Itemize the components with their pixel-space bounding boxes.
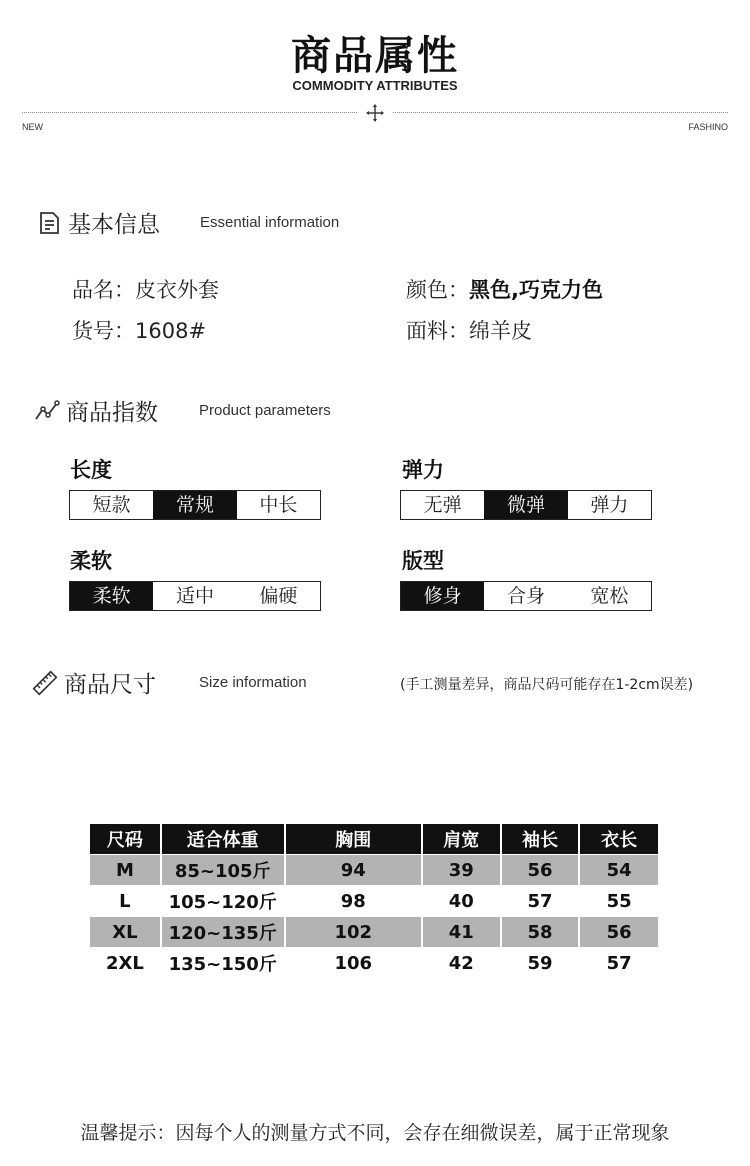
elasticity-scale bbox=[400, 490, 652, 520]
table-cell: 41 bbox=[423, 917, 500, 947]
page-title: 商品属性 bbox=[291, 33, 459, 79]
softness-option: 偏硬 bbox=[259, 585, 298, 607]
column-header: 肩宽 bbox=[423, 824, 500, 854]
table-cell: 55 bbox=[606, 890, 632, 912]
length-option: 短款 bbox=[92, 494, 131, 516]
crosshair-icon bbox=[366, 104, 384, 122]
table-cell: 98 bbox=[340, 890, 366, 912]
column-header: 袖长 bbox=[502, 824, 579, 854]
table-cell: 40 bbox=[448, 890, 474, 912]
length-scale bbox=[69, 490, 321, 520]
table-header-row bbox=[90, 824, 658, 854]
fabric-value: 绵羊皮 bbox=[469, 319, 532, 343]
table-cell: XL bbox=[90, 917, 160, 947]
table-cell: 57 bbox=[606, 952, 632, 974]
color-label: 颜色： bbox=[406, 278, 469, 302]
table-cell: 85~105斤 bbox=[162, 855, 284, 885]
fit-option: 修身 bbox=[401, 582, 484, 610]
divider-right bbox=[393, 112, 728, 113]
footer-tip: 温馨提示：因每个人的测量方式不同，会存在细微误差，属于正常现象 bbox=[80, 1122, 670, 1144]
section-title-en: Size information bbox=[199, 674, 307, 691]
sku-row bbox=[72, 315, 206, 345]
params-heading bbox=[34, 394, 158, 427]
size-heading bbox=[32, 666, 156, 699]
document-icon bbox=[36, 210, 62, 236]
table-cell: L bbox=[119, 890, 131, 912]
basic-info-heading bbox=[36, 206, 160, 239]
ruler-icon bbox=[32, 670, 58, 696]
table-cell: 2XL bbox=[105, 952, 144, 974]
table-cell: 135~150斤 bbox=[168, 954, 277, 975]
corner-tag-right: FASHINO bbox=[688, 122, 728, 132]
section-title-en: Essential information bbox=[200, 214, 340, 231]
page-subtitle: COMMODITY ATTRIBUTES bbox=[292, 78, 458, 93]
sku-value: 1608# bbox=[135, 319, 207, 343]
fabric-label: 面料： bbox=[406, 319, 469, 343]
size-table bbox=[88, 823, 660, 979]
table-row bbox=[90, 886, 658, 916]
elasticity-option: 微弹 bbox=[484, 491, 567, 519]
size-note: (手工测量差异，商品尺码可能存在1-2cm误差) bbox=[400, 677, 694, 693]
elasticity-option: 无弹 bbox=[423, 494, 462, 516]
table-row bbox=[90, 855, 658, 885]
table-cell: 120~135斤 bbox=[162, 917, 284, 947]
length-label: 长度 bbox=[70, 458, 112, 482]
product-name-label: 品名： bbox=[72, 278, 135, 302]
product-name-value: 皮衣外套 bbox=[135, 278, 219, 302]
sku-label: 货号： bbox=[72, 319, 135, 343]
fit-label: 版型 bbox=[402, 549, 444, 573]
section-title-cn: 商品尺寸 bbox=[64, 672, 156, 698]
length-option: 中长 bbox=[259, 494, 298, 516]
fit-option: 宽松 bbox=[590, 585, 629, 607]
color-row bbox=[406, 274, 603, 304]
product-name-row bbox=[72, 274, 219, 304]
fabric-row bbox=[406, 315, 532, 345]
divider-left bbox=[22, 112, 357, 113]
table-cell: 42 bbox=[448, 952, 474, 974]
table-cell: 54 bbox=[580, 855, 658, 885]
table-cell: 56 bbox=[580, 917, 658, 947]
table-cell: 102 bbox=[286, 917, 421, 947]
table-cell: 58 bbox=[502, 917, 579, 947]
table-cell: 56 bbox=[502, 855, 579, 885]
fit-scale bbox=[400, 581, 652, 611]
table-row bbox=[90, 917, 658, 947]
table-row bbox=[90, 948, 658, 978]
softness-label: 柔软 bbox=[70, 549, 112, 573]
fit-option: 合身 bbox=[506, 585, 545, 607]
column-header: 衣长 bbox=[580, 824, 658, 854]
softness-option: 适中 bbox=[175, 585, 214, 607]
table-cell: 59 bbox=[527, 952, 553, 974]
column-header: 尺码 bbox=[90, 824, 160, 854]
color-value: 黑色,巧克力色 bbox=[469, 278, 603, 302]
table-cell: M bbox=[90, 855, 160, 885]
table-cell: 39 bbox=[423, 855, 500, 885]
length-option: 常规 bbox=[153, 491, 236, 519]
table-cell: 106 bbox=[334, 952, 373, 974]
table-cell: 94 bbox=[286, 855, 421, 885]
table-cell: 57 bbox=[527, 890, 553, 912]
column-header: 适合体重 bbox=[162, 824, 284, 854]
softness-option: 柔软 bbox=[70, 582, 153, 610]
section-title-en: Product parameters bbox=[199, 402, 331, 419]
trend-line-icon bbox=[34, 398, 60, 424]
column-header: 胸围 bbox=[286, 824, 421, 854]
elasticity-label: 弹力 bbox=[402, 458, 444, 482]
table-cell: 105~120斤 bbox=[168, 892, 277, 913]
corner-tag-left: NEW bbox=[22, 122, 43, 132]
section-title-cn: 商品指数 bbox=[66, 400, 158, 426]
section-title-cn: 基本信息 bbox=[68, 212, 160, 238]
softness-scale bbox=[69, 581, 321, 611]
elasticity-option: 弹力 bbox=[590, 494, 629, 516]
